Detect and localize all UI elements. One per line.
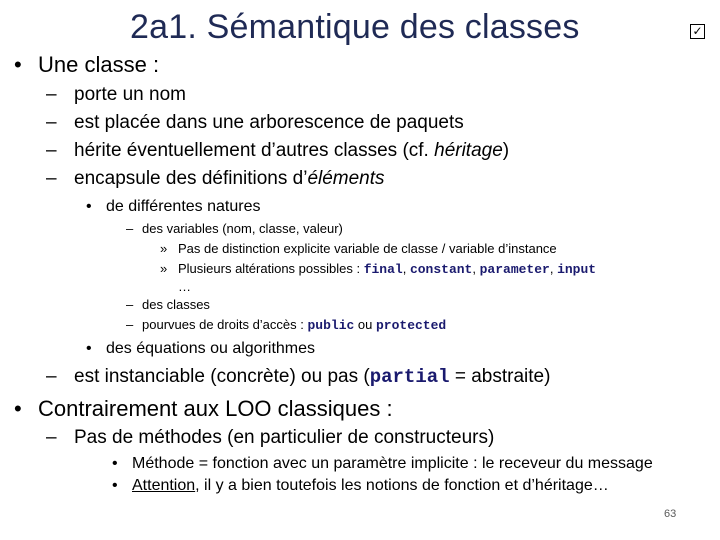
list-item: – encapsule des définitions d’éléments (46, 168, 385, 189)
list-item: – Pas de méthodes (en particulier de constructeurs) (46, 427, 495, 448)
list-item: » Plusieurs altérations possibles : final, constant, parameter, input (160, 261, 597, 277)
dash-icon: – (46, 168, 57, 189)
dash-icon: – (126, 317, 134, 332)
dash-icon: – (46, 427, 57, 448)
list-item: • de différentes natures (86, 198, 261, 215)
slide-title: 2a1. Sémantique des classes (130, 8, 580, 46)
checkbox-icon: ✓ (690, 24, 705, 39)
list-item: – des classes (126, 297, 210, 312)
bullet-icon: • (86, 198, 92, 215)
keyword-partial: partial (369, 366, 450, 388)
list-item: » Pas de distinction explicite variable de classe / variable d’instance (160, 241, 557, 256)
list-item: – est placée dans une arborescence de paquets (46, 112, 464, 133)
ellipsis-text: … (178, 279, 191, 294)
keyword-parameter: parameter (479, 262, 550, 277)
dash-icon: – (46, 112, 57, 133)
bullet-icon: • (14, 396, 22, 421)
dash-icon: – (126, 297, 134, 312)
list-item: – hérite éventuellement d’autres classes (cf. héritage) (46, 140, 510, 161)
dash-icon: – (46, 366, 57, 387)
keyword-protected: protected (375, 318, 447, 333)
bullet-icon: • (112, 477, 118, 494)
keyword-constant: constant (409, 262, 473, 277)
page-number: 63 (664, 508, 677, 520)
list-item: • Attention, il y a bien toutefois les notions de fonction et d’héritage… (112, 477, 609, 494)
bullet-icon: • (112, 455, 118, 472)
list-item: • Méthode = fonction avec un paramètre implicite : le receveur du message (112, 455, 653, 472)
list-item: • Une classe : (14, 52, 160, 77)
dash-icon: – (126, 221, 134, 236)
list-item: – des variables (nom, classe, valeur) (126, 221, 343, 236)
dash-icon: – (46, 84, 57, 105)
list-item: • des équations ou algorithmes (86, 340, 316, 357)
bullet-icon: • (86, 340, 92, 357)
bullet-icon: • (14, 52, 22, 77)
list-item: – porte un nom (46, 84, 186, 105)
list-item: • Contrairement aux LOO classiques : (14, 396, 393, 421)
list-item: – pourvues de droits d’accès : public ou protected (126, 317, 447, 333)
keyword-input: input (557, 262, 597, 277)
dash-icon: – (46, 140, 57, 161)
keyword-final: final (363, 262, 403, 277)
list-item: – est instanciable (concrète) ou pas (partial = abstraite) (46, 366, 551, 388)
chevron-icon: » (160, 261, 168, 276)
chevron-icon: » (160, 241, 168, 256)
keyword-public: public (307, 318, 355, 333)
